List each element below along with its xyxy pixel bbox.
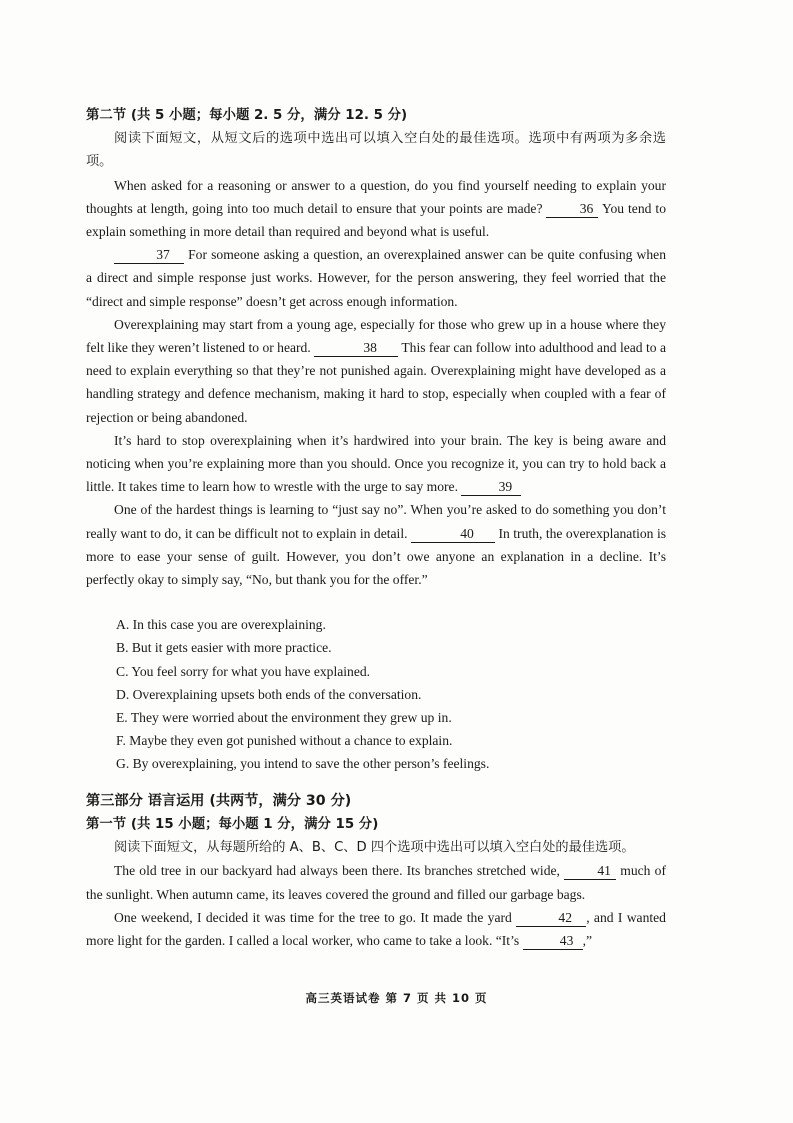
blank-38: 38 xyxy=(314,340,398,357)
blank-43: 43 xyxy=(523,933,583,950)
option-e: E. They were worried about the environment they grew up in. xyxy=(116,710,452,726)
part3-paragraph-1-text: The old tree in our backyard had always been there. Its branches stretched wide, xyxy=(114,863,560,879)
paragraph-1-text: When asked for a reasoning or answer to a question, do you find yourself needing to explain your thoughts at length, going into too much detail to ensure that your points are made? xyxy=(86,177,666,216)
blank-42: 42 xyxy=(516,910,586,927)
paragraph-4-text: It’s hard to stop overexplaining when it’s hardwired into your brain. The key is being aware and noticing when you’re explaining more than you should. Once you recognize it, you can try to hold back a little. It takes time to learn how to wrestle with the urge to say more. xyxy=(86,432,666,495)
paragraph-5 xyxy=(86,498,666,591)
blank-37: 37 xyxy=(114,247,184,264)
part3-paragraph-2-text-b: , and I wanted more light for the garden. I called a local worker, who came to take a look. “It’s xyxy=(86,909,666,948)
part3-paragraph-2-text: One weekend, I decided it was time for the tree to go. It made the yard xyxy=(114,909,512,925)
part3-heading: 第三部分 语言运用 (共两节，满分 30 分) xyxy=(86,792,352,809)
part3-paragraph-2-text-c: ,” xyxy=(582,932,592,948)
part3-paragraph-1-text-b: much of the sunlight. When autumn came, its leaves covered the ground and filled our garbage bags. xyxy=(86,863,666,902)
blank-41: 41 xyxy=(564,863,616,880)
paragraph-1 xyxy=(86,174,666,244)
paragraph-2-text: For someone asking a question, an overexplained answer can be quite confusing when a direct and simple response just works. However, for the person answering, they feel worried that the “direct and simple response” doesn’t get across enough information. xyxy=(86,247,666,309)
paragraph-1-text-b: You tend to explain something in more detail than required and beyond what is useful. xyxy=(86,200,667,240)
part3-instruction: 阅读下面短文，从每题所给的 A、B、C、D 四个选项中选出可以填入空白处的最佳选项。 xyxy=(114,840,635,856)
blank-36: 36 xyxy=(546,201,598,218)
options-list xyxy=(116,613,666,775)
section2-instruction: 阅读下面短文，从短文后的选项中选出可以填入空白处的最佳选项。选项中有两项为多余选项。 xyxy=(86,131,666,170)
paragraph-5-text-b: In truth, the overexplanation is more to ease your sense of guilt. However, you don’t owe anyone an explanation in a decline. It’s perfectly okay to simply say, “No, but thank you for the offer.” xyxy=(86,525,667,588)
part3-paragraph-2 xyxy=(86,906,666,952)
option-g: G. By overexplaining, you intend to save the other person’s feelings. xyxy=(116,756,490,772)
option-a: A. In this case you are overexplaining. xyxy=(116,617,326,633)
part3 xyxy=(86,790,666,952)
paragraph-3-text: Overexplaining may start from a young age, especially for those who grew up in a house where they felt like they weren’t listened to or heard. xyxy=(86,316,666,356)
blank-40: 40 xyxy=(411,526,495,543)
option-c: C. You feel sorry for what you have explained. xyxy=(116,663,371,679)
part3-paragraph-1 xyxy=(86,859,666,905)
option-b: B. But it gets easier with more practice. xyxy=(116,640,332,656)
part3-sub-heading: 第一节 (共 15 小题；每小题 1 分，满分 15 分) xyxy=(86,816,379,832)
section2-heading: 第二节 (共 5 小题；每小题 2. 5 分，满分 12. 5 分) xyxy=(86,108,408,123)
paragraph-3 xyxy=(86,313,666,429)
paragraph-2 xyxy=(86,243,666,313)
paragraph-5-text: One of the hardest things is learning to “just say no”. When you’re asked to do something you don’t really want to do, it can be difficult not to explain in detail. xyxy=(86,502,666,541)
page-footer: 高三英语试卷 第 7 页 共 10 页 xyxy=(305,991,488,1005)
paragraph-3-text-b: This fear can follow into adulthood and lead to a need to explain everything so that they’re not punished again. Overexplaining might have developed as a handling strategy and defence mechanism, making it hard to stop, especially when coupled with a fear of rejection or being abandoned. xyxy=(86,340,667,425)
paragraph-4 xyxy=(86,429,666,499)
option-f: F. Maybe they even got punished without a chance to explain. xyxy=(116,733,453,749)
option-d: D. Overexplaining upsets both ends of the conversation. xyxy=(116,686,422,702)
exam-page xyxy=(86,104,666,952)
blank-39: 39 xyxy=(461,479,521,496)
